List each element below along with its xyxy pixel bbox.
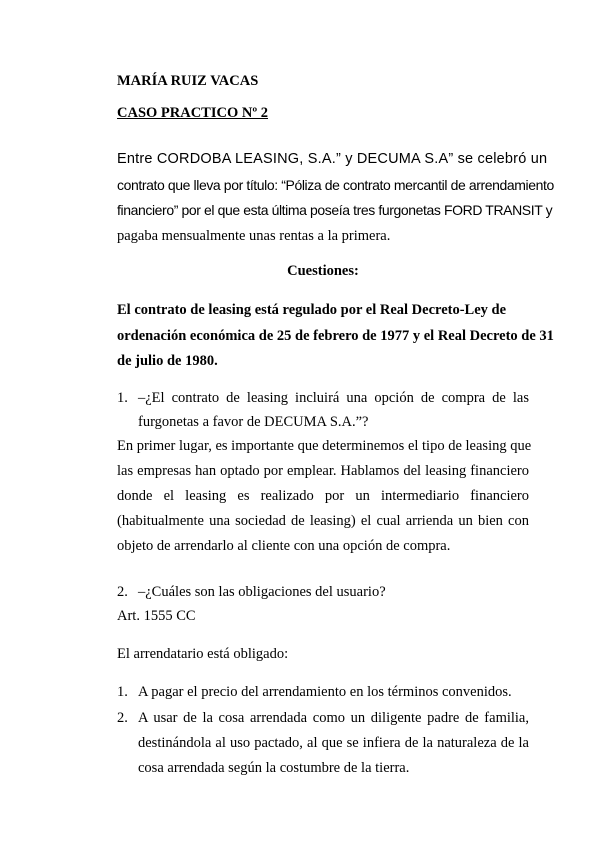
- obligation-1-text: A pagar el precio del arrendamiento en los términos convenidos.: [138, 684, 512, 700]
- question-1-line: furgonetas a favor de DECUMA S.A.”?: [138, 414, 369, 430]
- intro-line: pagaba mensualmente unas rentas a la primera.: [117, 228, 391, 244]
- question-1-number: 1.: [117, 390, 128, 406]
- article-reference: Art. 1555 CC: [117, 608, 196, 624]
- question-2-text: –¿Cuáles son las obligaciones del usuario?: [138, 584, 386, 600]
- obligation-2-number: 2.: [117, 710, 128, 726]
- intro-line: contrato que lleva por título: “Póliza de contrato mercantil de arrendamiento: [117, 177, 554, 193]
- regulation-line: El contrato de leasing está regulado por el Real Decreto-Ley de: [117, 302, 507, 318]
- obligation-2-line: A usar de la cosa arrendada como un diligente padre de familia,: [138, 710, 529, 726]
- answer-1-line: (habitualmente una sociedad de leasing) el cual arrienda un bien con: [117, 513, 529, 529]
- obligation-1-number: 1.: [117, 684, 128, 700]
- regulation-line: ordenación económica de 25 de febrero de 1977 y el Real Decreto de 31: [117, 328, 554, 344]
- intro-line-text: financiero” por el que esta última poseía tres furgonetas FORD TRANSIT y: [117, 202, 553, 218]
- questions-heading: Cuestiones:: [287, 263, 359, 279]
- intro-line: [117, 201, 553, 220]
- obligation-2-line: destinándola al uso pactado, al que se infiera de la naturaleza de la: [138, 735, 529, 751]
- answer-1-line: En primer lugar, es importante que determinemos el tipo de leasing que: [117, 438, 532, 454]
- question-1-line: –¿El contrato de leasing incluirá una opción de compra de las: [138, 390, 529, 406]
- answer-1-line: donde el leasing es realizado por un intermediario financiero: [117, 488, 529, 504]
- obligation-2-line: cosa arrendada según la costumbre de la tierra.: [138, 760, 410, 776]
- author-name: MARÍA RUIZ VACAS: [117, 73, 259, 89]
- intro-line: Entre CORDOBA LEASING, S.A.” y DECUMA S.A” se celebró un: [117, 151, 548, 167]
- question-2-number: 2.: [117, 584, 128, 600]
- answer-1-line: las empresas han optado por emplear. Hablamos del leasing financiero: [117, 463, 529, 479]
- case-title: CASO PRACTICO Nº 2: [117, 105, 269, 121]
- regulation-line: de julio de 1980.: [117, 353, 218, 369]
- answer-1-line: objeto de arrendarlo al cliente con una opción de compra.: [117, 538, 451, 554]
- obliged-intro: El arrendatario está obligado:: [117, 646, 289, 662]
